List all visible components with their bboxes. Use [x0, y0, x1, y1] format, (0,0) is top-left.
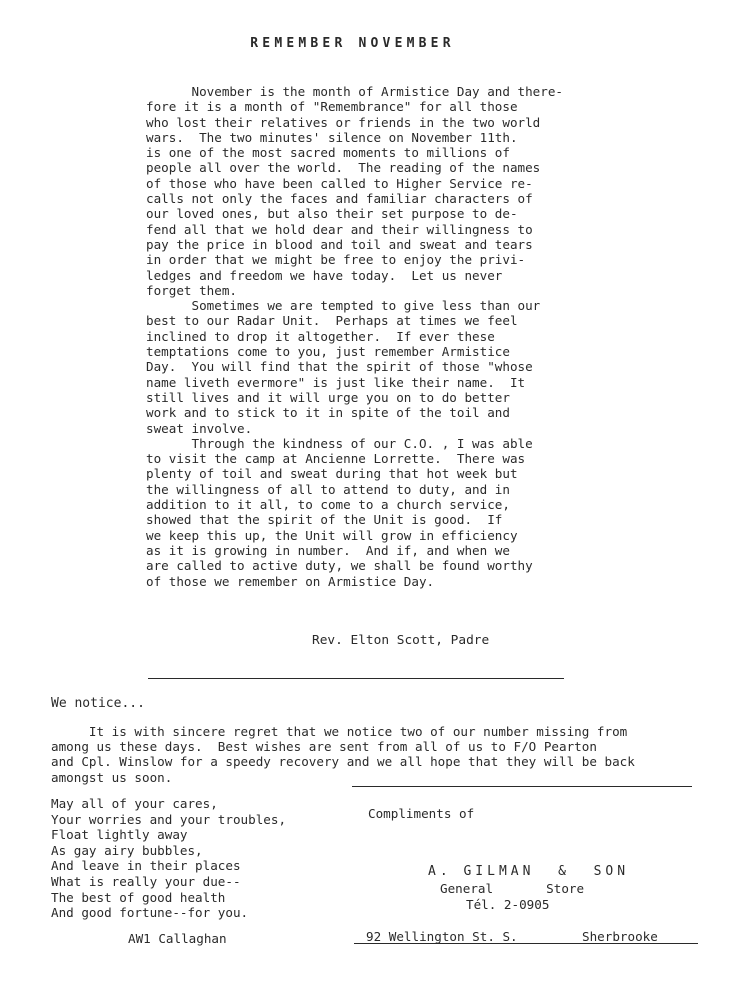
advert-city: Sherbrooke	[582, 929, 658, 944]
article-line: forget them.	[146, 282, 237, 298]
poem-line: Your worries and your troubles,	[51, 811, 287, 827]
article-line: addition to it all, to come to a church service,	[146, 497, 510, 513]
article-line: the willingness of all to attend to duty, and in	[146, 481, 510, 497]
notice-line: It is with sincere regret that we notice two of our number missing from	[51, 724, 628, 739]
article-line: who lost their relatives or friends in the two world	[146, 114, 541, 130]
notice-line: among us these days. Best wishes are sent from all of us to F/O Pearton	[51, 739, 597, 755]
notice-paragraph	[51, 724, 671, 785]
article-line: are called to active duty, we shall be found worthy	[146, 558, 533, 574]
article-line: we keep this up, the Unit will grow in efficiency	[146, 527, 518, 543]
section-divider	[148, 678, 564, 679]
article-line: work and to stick to it in spite of the toil and	[146, 405, 510, 421]
article-line: in order that we might be free to enjoy the privi-	[146, 252, 526, 268]
poem-line: And leave in their places	[51, 858, 241, 874]
article-line: fend all that we hold dear and their willingness to	[146, 221, 533, 237]
article-line: inclined to drop it altogether. If ever these	[146, 328, 495, 344]
remembrance-article	[146, 84, 586, 589]
article-line: ledges and freedom we have today. Let us never	[146, 267, 503, 283]
poem-line: What is really your due--	[51, 873, 241, 889]
advert-store-kind: General Store	[440, 881, 585, 896]
poem-line: The best of good health	[51, 889, 226, 905]
article-line: showed that the spirit of the Unit is good. If	[146, 512, 503, 528]
notice-line: amongst us soon.	[51, 769, 173, 785]
article-line: best to our Radar Unit. Perhaps at times we feel	[146, 313, 518, 329]
poem-line: And good fortune--for you.	[51, 905, 249, 921]
article-line: to visit the camp at Ancienne Lorrette. There was	[146, 451, 526, 467]
poem-author: AW1 Callaghan	[128, 931, 227, 946]
article-line: sweat involve.	[146, 420, 253, 436]
article-line: still lives and it will urge you on to do better	[146, 389, 510, 405]
article-line: as it is growing in number. And if, and when we	[146, 542, 510, 558]
poem-line: As gay airy bubbles,	[51, 842, 203, 858]
article-line: fore it is a month of "Remembrance" for all those	[146, 99, 518, 115]
article-line: Through the kindness of our C.O. , I was able	[146, 435, 533, 451]
article-line: name liveth evermore" is just like their name. It	[146, 374, 526, 390]
page-title: REMEMBER NOVEMBER	[250, 36, 455, 51]
notice-line: and Cpl. Winslow for a speedy recovery and we all hope that they will be back	[51, 754, 635, 770]
article-line: plenty of toil and sweat during that hot week but	[146, 466, 518, 482]
article-line: of those we remember on Armistice Day.	[146, 573, 435, 589]
article-line: Sometimes we are tempted to give less than our	[146, 298, 541, 314]
article-signature: Rev. Elton Scott, Padre	[312, 633, 490, 648]
article-line: temptations come to you, just remember Armistice	[146, 344, 510, 360]
article-line: pay the price in blood and toil and sweat and tears	[146, 236, 533, 252]
article-line: our loved ones, but also their set purpose to de-	[146, 206, 518, 222]
article-line: wars. The two minutes' silence on November 11th.	[146, 129, 518, 145]
poem-line: Float lightly away	[51, 827, 188, 843]
advert-store-name: A. GILMAN & SON	[428, 864, 630, 879]
article-line: people all over the world. The reading of the names	[146, 160, 541, 176]
advert-telephone: Tél. 2-0905	[466, 897, 550, 912]
advert-bottom-rule	[354, 943, 698, 944]
advert-compliments: Compliments of	[368, 806, 475, 821]
advert-address: 92 Wellington St. S.	[366, 929, 518, 944]
advert-top-rule	[352, 786, 692, 787]
article-line: Day. You will find that the spirit of those "whose	[146, 359, 533, 375]
article-line: is one of the most sacred moments to millions of	[146, 145, 510, 161]
notice-heading: We notice...	[51, 696, 145, 711]
poem	[51, 796, 286, 921]
article-line: of those who have been called to Higher Service re-	[146, 175, 533, 191]
article-line: calls not only the faces and familiar characters of	[146, 191, 533, 207]
article-line: November is the month of Armistice Day and there-	[146, 84, 564, 99]
poem-line: May all of your cares,	[51, 796, 218, 811]
